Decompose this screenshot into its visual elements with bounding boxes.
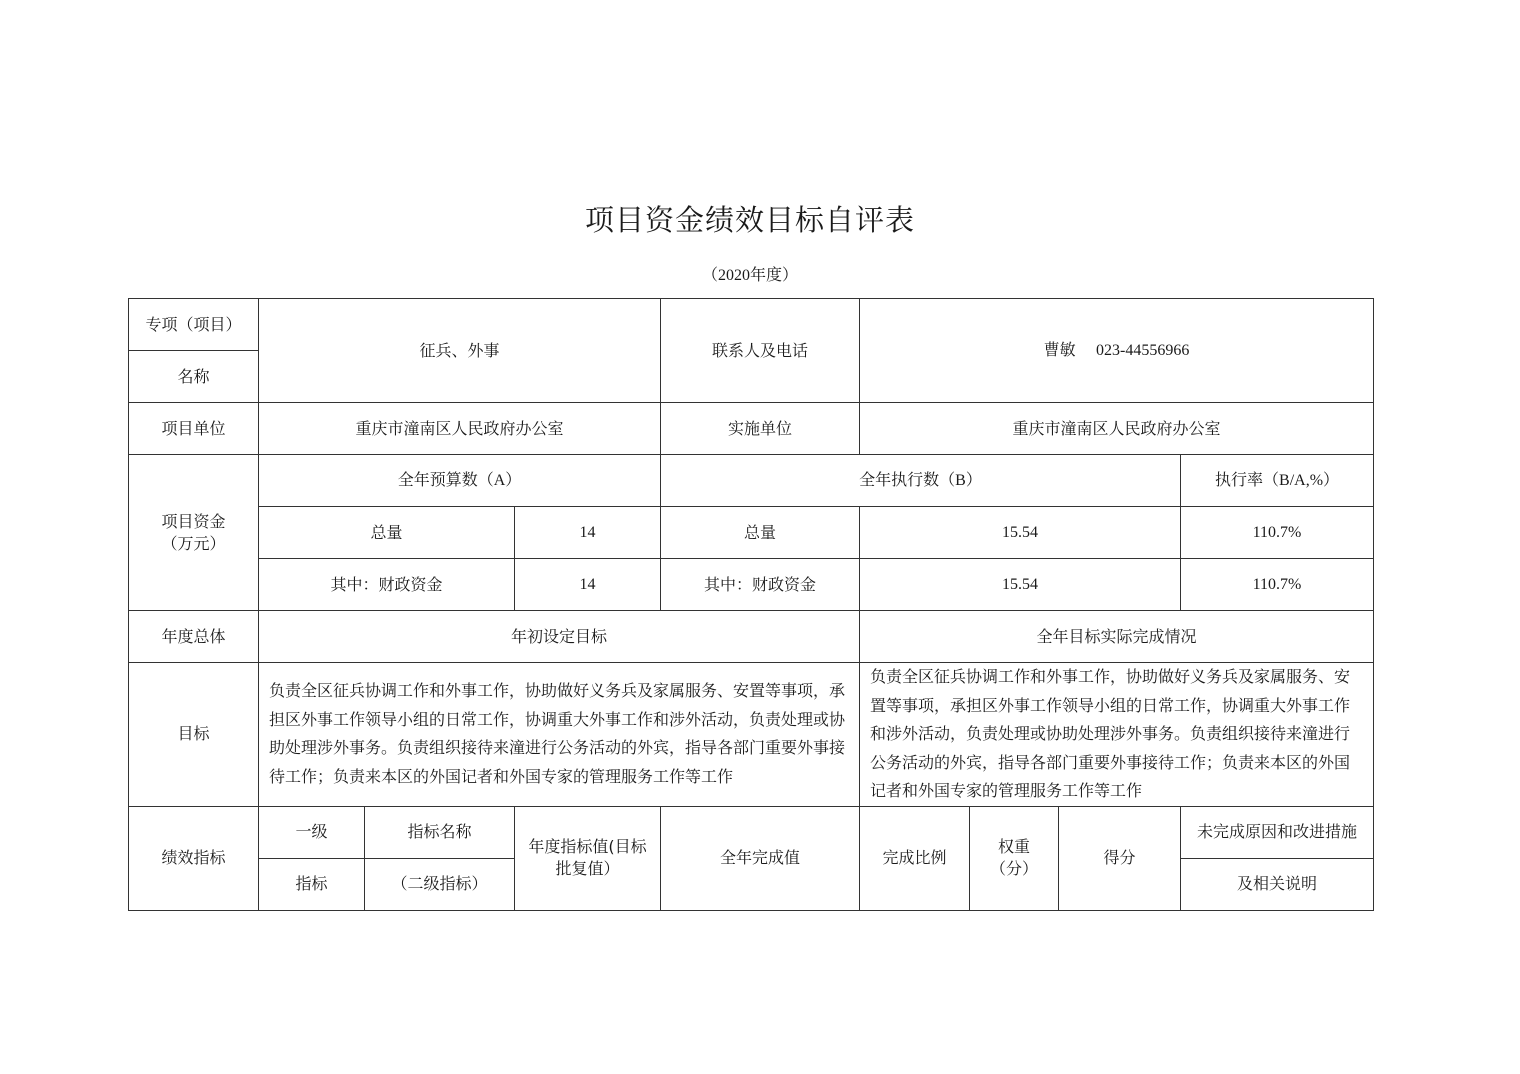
subtitle-year: 2020 [718,267,750,284]
funds-header-row [129,455,1374,507]
perf-name-line1: 指标名称 [365,806,515,858]
exec-fiscal-value: 15.54 [860,559,1181,611]
goal-label-line2: 目标 [129,663,259,807]
subtitle-close: 年度） [750,265,799,284]
goal-actual-text: 负责全区征兵协调工作和外事工作，协助做好义务兵及家属服务、安置等事项，承担区外事工作领导小组的日常工作，协调重大外事工作和涉外活动，负责处理或协助处理涉外事务。负责组织接待来潼进行公务活动的外宾，指导各部门重要外事接待工作；负责来本区的外国记者和外国专家的管理服务工作等工作 [860,663,1374,807]
project-row-1 [129,299,1374,351]
subtitle-open: （ [701,265,718,284]
exec-header-text: 全年执行数（ [859,470,956,489]
contact-name: 曹敏 [1043,340,1076,359]
perf-weight-line2: （分） [990,859,1039,878]
project-name-value: 征兵、外事 [259,299,661,403]
budget-header-close: ） [505,470,522,489]
exec-total-label: 总量 [661,507,860,559]
perf-name-line2: （二级指标） [365,858,515,910]
goal-header-row [129,611,1374,663]
funds-fiscal-row [129,559,1374,611]
rate-header [1181,455,1374,507]
contact-value [860,299,1374,403]
budget-total-label: 总量 [259,507,515,559]
goal-set-header: 年初设定目标 [259,611,860,663]
perf-weight [970,806,1059,910]
impl-unit-value: 重庆市潼南区人民政府办公室 [860,403,1374,455]
perf-reason-line2: 及相关说明 [1181,858,1374,910]
goal-label-line1: 年度总体 [129,611,259,663]
exec-header [661,455,1181,507]
funds-label-line1: 项目资金 [161,511,226,531]
project-unit-label: 项目单位 [129,403,259,455]
project-name-label-1: 专项（项目） [129,299,259,351]
rate-header-formula: B/A,% [1279,472,1324,489]
budget-fiscal-label: 其中：财政资金 [259,559,515,611]
rate-total-value: 110.7% [1181,507,1374,559]
rate-fiscal-value: 110.7% [1181,559,1374,611]
perf-header-row-1 [129,806,1374,858]
goal-set-text: 负责全区征兵协调工作和外事工作，协助做好义务兵及家属服务、安置等事项，承担区外事工作领导小组的日常工作，协调重大外事工作和涉外活动，负责处理或协助处理涉外事务。负责组织接待来潼进行公务活动的外宾，指导各部门重要外事接待工作；负责来本区的外国记者和外国专家的管理服务工作等工作 [259,663,860,807]
budget-header [259,455,661,507]
budget-header-text: 全年预算数（ [397,470,494,489]
budget-header-letter: A [493,472,506,489]
rate-header-text: 执行率（ [1215,470,1280,489]
contact-phone: 023-44556966 [1096,342,1190,359]
funds-total-row [129,507,1374,559]
project-unit-value: 重庆市潼南区人民政府办公室 [259,403,661,455]
funds-label-line2: （万元） [161,533,226,553]
budget-fiscal-value: 14 [515,559,661,611]
perf-weight-line1: 权重 [998,837,1031,856]
goal-text-row [129,663,1374,807]
budget-total-value: 14 [515,507,661,559]
perf-target [515,806,661,910]
exec-header-close: ） [965,470,982,489]
rate-header-close: ） [1323,470,1340,489]
exec-fiscal-label: 其中：财政资金 [661,559,860,611]
perf-target-line1: 年度指标值(目标 [528,837,647,856]
contact-label: 联系人及电话 [661,299,860,403]
impl-unit-label: 实施单位 [661,403,860,455]
goal-actual-header: 全年目标实际完成情况 [860,611,1374,663]
perf-reason-line1: 未完成原因和改进措施 [1181,806,1374,858]
exec-header-letter: B [955,472,966,489]
perf-target-line2: 批复值） [555,859,620,878]
unit-row [129,403,1374,455]
perf-score: 得分 [1059,806,1181,910]
project-name-label-2: 名称 [129,351,259,403]
perf-actual: 全年完成值 [661,806,860,910]
perf-label: 绩效指标 [129,806,259,910]
exec-total-value: 15.54 [860,507,1181,559]
page-title: 项目资金绩效目标自评表 [584,203,915,237]
perf-level1-line2: 指标 [259,858,365,910]
page-subtitle [0,262,1500,285]
perf-ratio: 完成比例 [860,806,970,910]
funds-label [129,455,259,611]
perf-level1-line1: 一级 [259,806,365,858]
evaluation-table [128,298,1374,911]
